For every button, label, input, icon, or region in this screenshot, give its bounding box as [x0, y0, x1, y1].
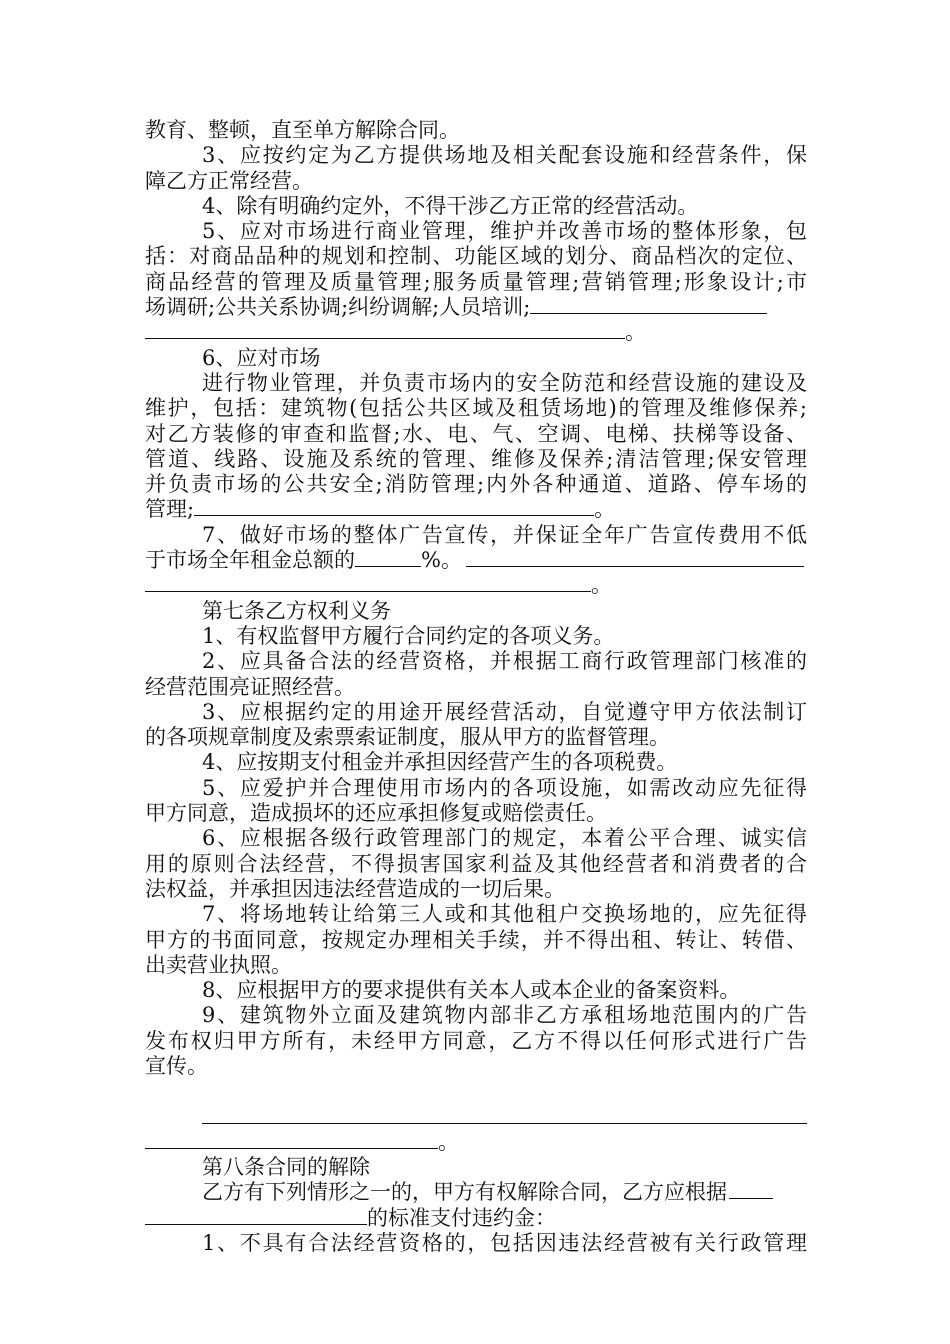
- fill-in-blank: [466, 548, 804, 567]
- text-line: 6、应对市场: [202, 345, 321, 370]
- text-line: 障乙方正常经营。: [145, 168, 313, 193]
- text-fragment: 场调研;公共关系协调;纠纷调解;人员培训;: [145, 295, 531, 320]
- section-heading: 第七条乙方权利义务: [202, 598, 391, 623]
- text-line: 甲方的书面同意，按规定办理相关手续，并不得出租、转让、转借、: [145, 927, 807, 952]
- text-line: 括：对商品品种的规划和控制、功能区域的划分、商品档次的定位、: [145, 244, 807, 269]
- text-line: 用的原则合法经营，不得损害国家利益及其他经营者和消费者的合: [145, 851, 807, 876]
- text-line: 1、有权监督甲方履行合同约定的各项义务。: [202, 623, 615, 648]
- text-line: 宣传。: [145, 1053, 208, 1078]
- text-line: 9、建筑物外立面及建筑物内部非乙方承租场地范围内的广告: [202, 1003, 807, 1028]
- section-heading: 第八条合同的解除: [202, 1155, 370, 1180]
- text-fragment: 的标准支付违约金：: [367, 1205, 556, 1230]
- fill-in-blank: [530, 295, 767, 314]
- fill-in-blank: [194, 497, 594, 516]
- text-fragment: %。: [421, 548, 462, 573]
- text-line: 的各项规章制度及索票索证制度，服从甲方的监督管理。: [145, 725, 670, 750]
- text-line: [145, 1130, 807, 1155]
- text-line: 2、应具备合法的经营资格，并根据工商行政管理部门核准的: [202, 649, 807, 674]
- fill-in-blank: [145, 1130, 438, 1149]
- text-line: 管道、线路、设施及系统的管理、维修及保养;清洁管理;保安管理: [145, 446, 807, 471]
- fill-in-blank: [145, 320, 625, 339]
- contract-page: [145, 118, 807, 1256]
- text-line: [145, 548, 807, 573]
- text-line: 出卖营业执照。: [145, 952, 292, 977]
- fill-in-blank: [145, 573, 591, 592]
- text-line: 6、应根据各级行政管理部门的规定，本着公平合理、诚实信: [202, 826, 807, 851]
- text-line: [145, 1180, 807, 1205]
- text-line: 教育、整顿，直至单方解除合同。: [145, 118, 460, 142]
- text-line: 商品经营的管理及质量管理;服务质量管理;营销管理;形象设计;市: [145, 269, 807, 294]
- fill-in-blank: [355, 548, 421, 567]
- text-line: 对乙方装修的审查和监督;水、电、气、空调、电梯、扶梯等设备、: [145, 421, 807, 446]
- text-line: [145, 1206, 807, 1231]
- blank-line: [145, 1079, 807, 1104]
- text-fragment: 管理;: [145, 497, 195, 522]
- text-line: 维护，包括：建筑物(包括公共区域及租赁场地)的管理及维修保养;: [145, 396, 807, 421]
- fill-in-blank: [145, 1206, 367, 1225]
- text-fragment: 。: [591, 573, 612, 598]
- text-line: 4、除有明确约定外，不得干涉乙方正常的经营活动。: [202, 193, 699, 218]
- text-line: 经营范围亮证照经营。: [145, 674, 355, 699]
- fill-in-blank: [202, 1105, 807, 1124]
- text-fragment: 于市场全年租金总额的: [145, 548, 355, 573]
- text-line: 4、应按期支付租金并承担因经营产生的各项税费。: [202, 750, 678, 775]
- text-line: 5、应对市场进行商业管理，维护并改善市场的整体形象，包: [202, 219, 807, 244]
- text-fragment: 。: [438, 1129, 459, 1154]
- text-line: 5、应爱护并合理使用市场内的各项设施，如需改动应先征得: [202, 775, 807, 800]
- text-line: 法权益，并承担因违法经营造成的一切后果。: [145, 876, 565, 901]
- text-fragment: 。: [625, 320, 646, 345]
- text-line: [145, 497, 807, 522]
- text-line: 甲方同意，造成损坏的还应承担修复或赔偿责任。: [145, 801, 607, 826]
- text-line: 8、应根据甲方的要求提供有关本人或本企业的备案资料。: [202, 978, 741, 1003]
- text-line: 并负责市场的公共安全;消防管理;内外各种通道、道路、停车场的: [145, 472, 807, 497]
- text-line: [145, 1105, 807, 1130]
- text-line: 1、不具有合法经营资格的，包括因违法经营被有关行政管理: [202, 1231, 807, 1256]
- text-line: 3、应根据约定的用途开展经营活动，自觉遵守甲方依法制订: [202, 699, 807, 724]
- text-line: [145, 573, 807, 598]
- text-line: 发布权归甲方所有，未经甲方同意，乙方不得以任何形式进行广告: [145, 1028, 807, 1053]
- text-line: [145, 295, 807, 320]
- text-fragment: 乙方有下列情形之一的，甲方有权解除合同，乙方应根据: [202, 1180, 727, 1205]
- fill-in-blank: [729, 1180, 773, 1199]
- text-line: 7、做好市场的整体广告宣传，并保证全年广告宣传费用不低: [202, 522, 807, 547]
- text-line: 7、将场地转让给第三人或和其他租户交换场地的，应先征得: [202, 902, 807, 927]
- text-fragment: 。: [594, 497, 616, 522]
- text-line: 进行物业管理，并负责市场内的安全防范和经营设施的建设及: [202, 370, 807, 395]
- text-line: [145, 320, 807, 345]
- text-line: 3、应按约定为乙方提供场地及相关配套设施和经营条件，保: [202, 143, 807, 168]
